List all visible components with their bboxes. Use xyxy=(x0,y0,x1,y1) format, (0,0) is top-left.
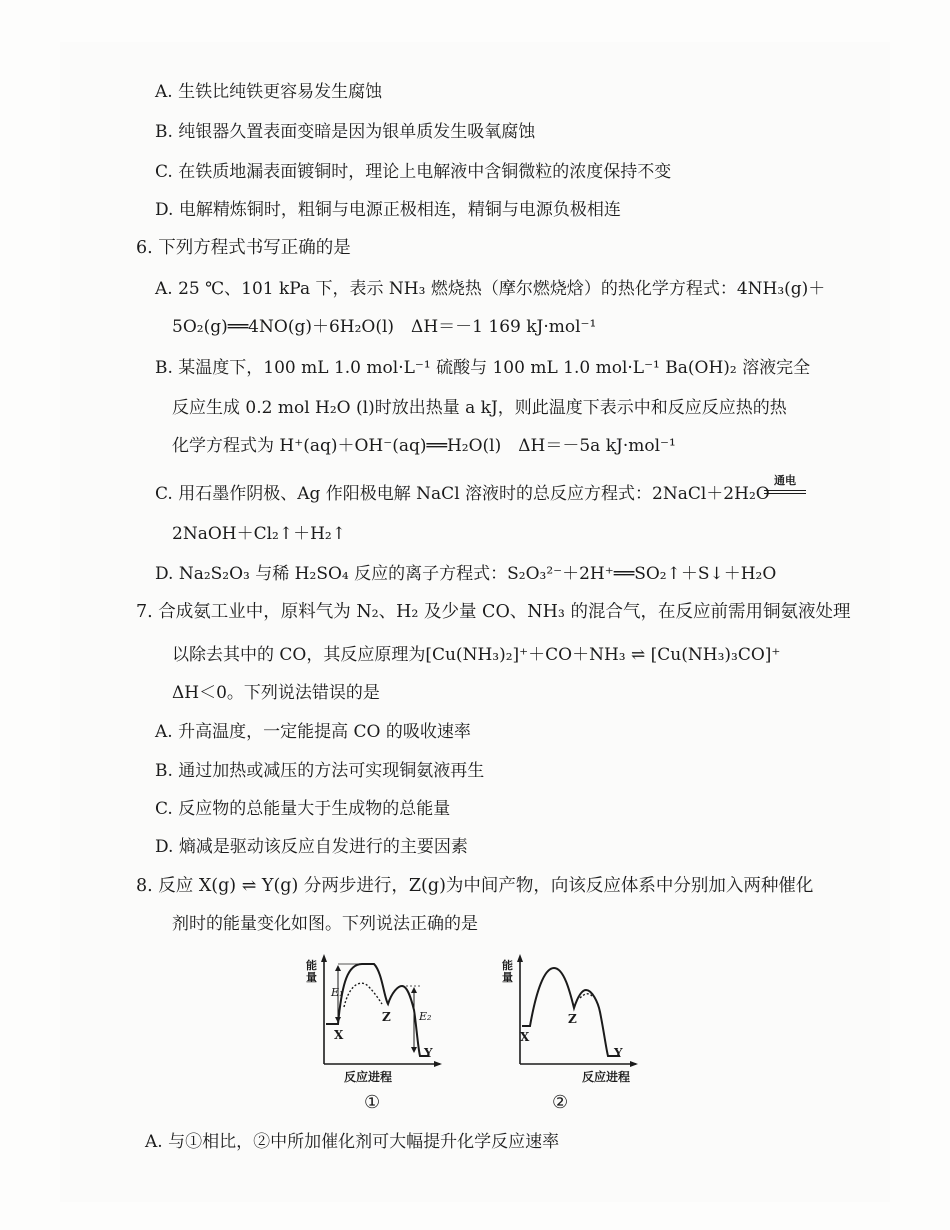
q7-option-d: D. 熵减是驱动该反应自发进行的主要因素 xyxy=(155,837,468,857)
q6-option-d: D. Na₂S₂O₃ 与稀 H₂SO₄ 反应的离子方程式：S₂O₃²⁻＋2H⁺══SO₂↑＋S↓＋H₂O xyxy=(155,564,777,584)
bleed-through-text xyxy=(776,88,781,106)
x-axis-label-1: 反应进程 xyxy=(344,1070,393,1084)
y-axis-label-2: 能量 xyxy=(502,959,513,984)
q5-option-a: A. 生铁比纯铁更容易发生腐蚀 xyxy=(155,82,383,102)
figure-caption-1: ① xyxy=(364,1092,381,1113)
q7-option-b: B. 通过加热或减压的方法可实现铜氨液再生 xyxy=(155,761,485,781)
q8-stem-line1: 8. 反应 X(g) ⇌ Y(g) 分两步进行，Z(g)为中间产物，向该反应体系中分别加入两种催化 xyxy=(136,876,814,896)
q6-option-c-line1: C. 用石墨作阴极、Ag 作阳极电解 NaCl 溶液时的总反应方程式：2NaCl＋2H₂O xyxy=(155,484,770,504)
q7-option-a: A. 升高温度，一定能提高 CO 的吸收速率 xyxy=(155,722,471,742)
label-z-1: Z xyxy=(382,1010,391,1024)
electrolysis-condition: 通电 xyxy=(774,474,796,487)
e1-label: E₁ xyxy=(331,986,344,999)
q5-option-b: B. 纯银器久置表面变暗是因为银单质发生吸氧腐蚀 xyxy=(155,122,536,142)
label-x-1: X xyxy=(334,1028,344,1042)
label-y-2: Y xyxy=(614,1046,623,1060)
q8-option-a: A. 与①相比，②中所加催化剂可大幅提升化学反应速率 xyxy=(145,1132,560,1152)
e2-label: E₂ xyxy=(419,1010,432,1023)
q6-option-b-line3: 化学方程式为 H⁺(aq)＋OH⁻(aq)══H₂O(l) ΔH＝－5a kJ·mol⁻¹ xyxy=(172,436,676,456)
q6-option-c-line2: 2NaOH＋Cl₂↑＋H₂↑ xyxy=(172,524,346,544)
x-axis-arrow xyxy=(630,1061,638,1067)
q7-option-c: C. 反应物的总能量大于生成物的总能量 xyxy=(155,799,451,819)
q6-option-b-line1: B. 某温度下，100 mL 1.0 mol·L⁻¹ 硫酸与 100 mL 1.0 mol·L⁻¹ Ba(OH)₂ 溶液完全 xyxy=(155,358,811,378)
q7-stem-line2: 以除去其中的 CO，其反应原理为[Cu(NH₃)₂]⁺＋CO＋NH₃ ⇌ [Cu(NH₃)₃CO]⁺ xyxy=(172,645,781,665)
x-axis-label-2: 反应进程 xyxy=(582,1070,631,1084)
q7-stem-line3: ΔH＜0。下列说法错误的是 xyxy=(172,683,380,703)
y-axis-label-1: 能量 xyxy=(306,959,317,984)
q6-option-a-line1: A. 25 ℃、101 kPa 下，表示 NH₃ 燃烧热（摩尔燃烧焓）的热化学方程式：4NH₃(g)＋ xyxy=(155,279,826,299)
q6-option-a-line2: 5O₂(g)══4NO(g)＋6H₂O(l) ΔH＝－1 169 kJ·mol⁻¹ xyxy=(172,317,597,337)
energy-curve-dashed xyxy=(344,983,382,1007)
equation-double-bar xyxy=(764,490,806,494)
energy-curve-solid xyxy=(326,964,428,1056)
figure-caption-2: ② xyxy=(552,1092,569,1113)
y-axis-arrow xyxy=(517,954,523,962)
q5-option-c: C. 在铁质地漏表面镀铜时，理论上电解液中含铜微粒的浓度保持不变 xyxy=(155,162,672,182)
q6-stem: 6. 下列方程式书写正确的是 xyxy=(136,238,351,258)
label-z-2: Z xyxy=(568,1012,577,1026)
label-x-2: X xyxy=(520,1030,530,1044)
q7-stem-line1: 7. 合成氨工业中，原料气为 N₂、H₂ 及少量 CO、NH₃ 的混合气，在反应前需用铜氨液处理 xyxy=(136,602,851,622)
q8-stem-line2: 剂时的能量变化如图。下列说法正确的是 xyxy=(172,914,478,934)
q6-option-b-line2: 反应生成 0.2 mol H₂O (l)时放出热量 a kJ，则此温度下表示中和反应反应热的热 xyxy=(172,398,787,418)
y-axis-arrow xyxy=(321,954,327,962)
label-y-1: Y xyxy=(424,1046,433,1060)
q5-option-d: D. 电解精炼铜时，粗铜与电源正极相连，精铜与电源负极相连 xyxy=(155,200,621,220)
energy-curve-dashed xyxy=(580,994,592,998)
x-axis-arrow xyxy=(434,1061,442,1067)
